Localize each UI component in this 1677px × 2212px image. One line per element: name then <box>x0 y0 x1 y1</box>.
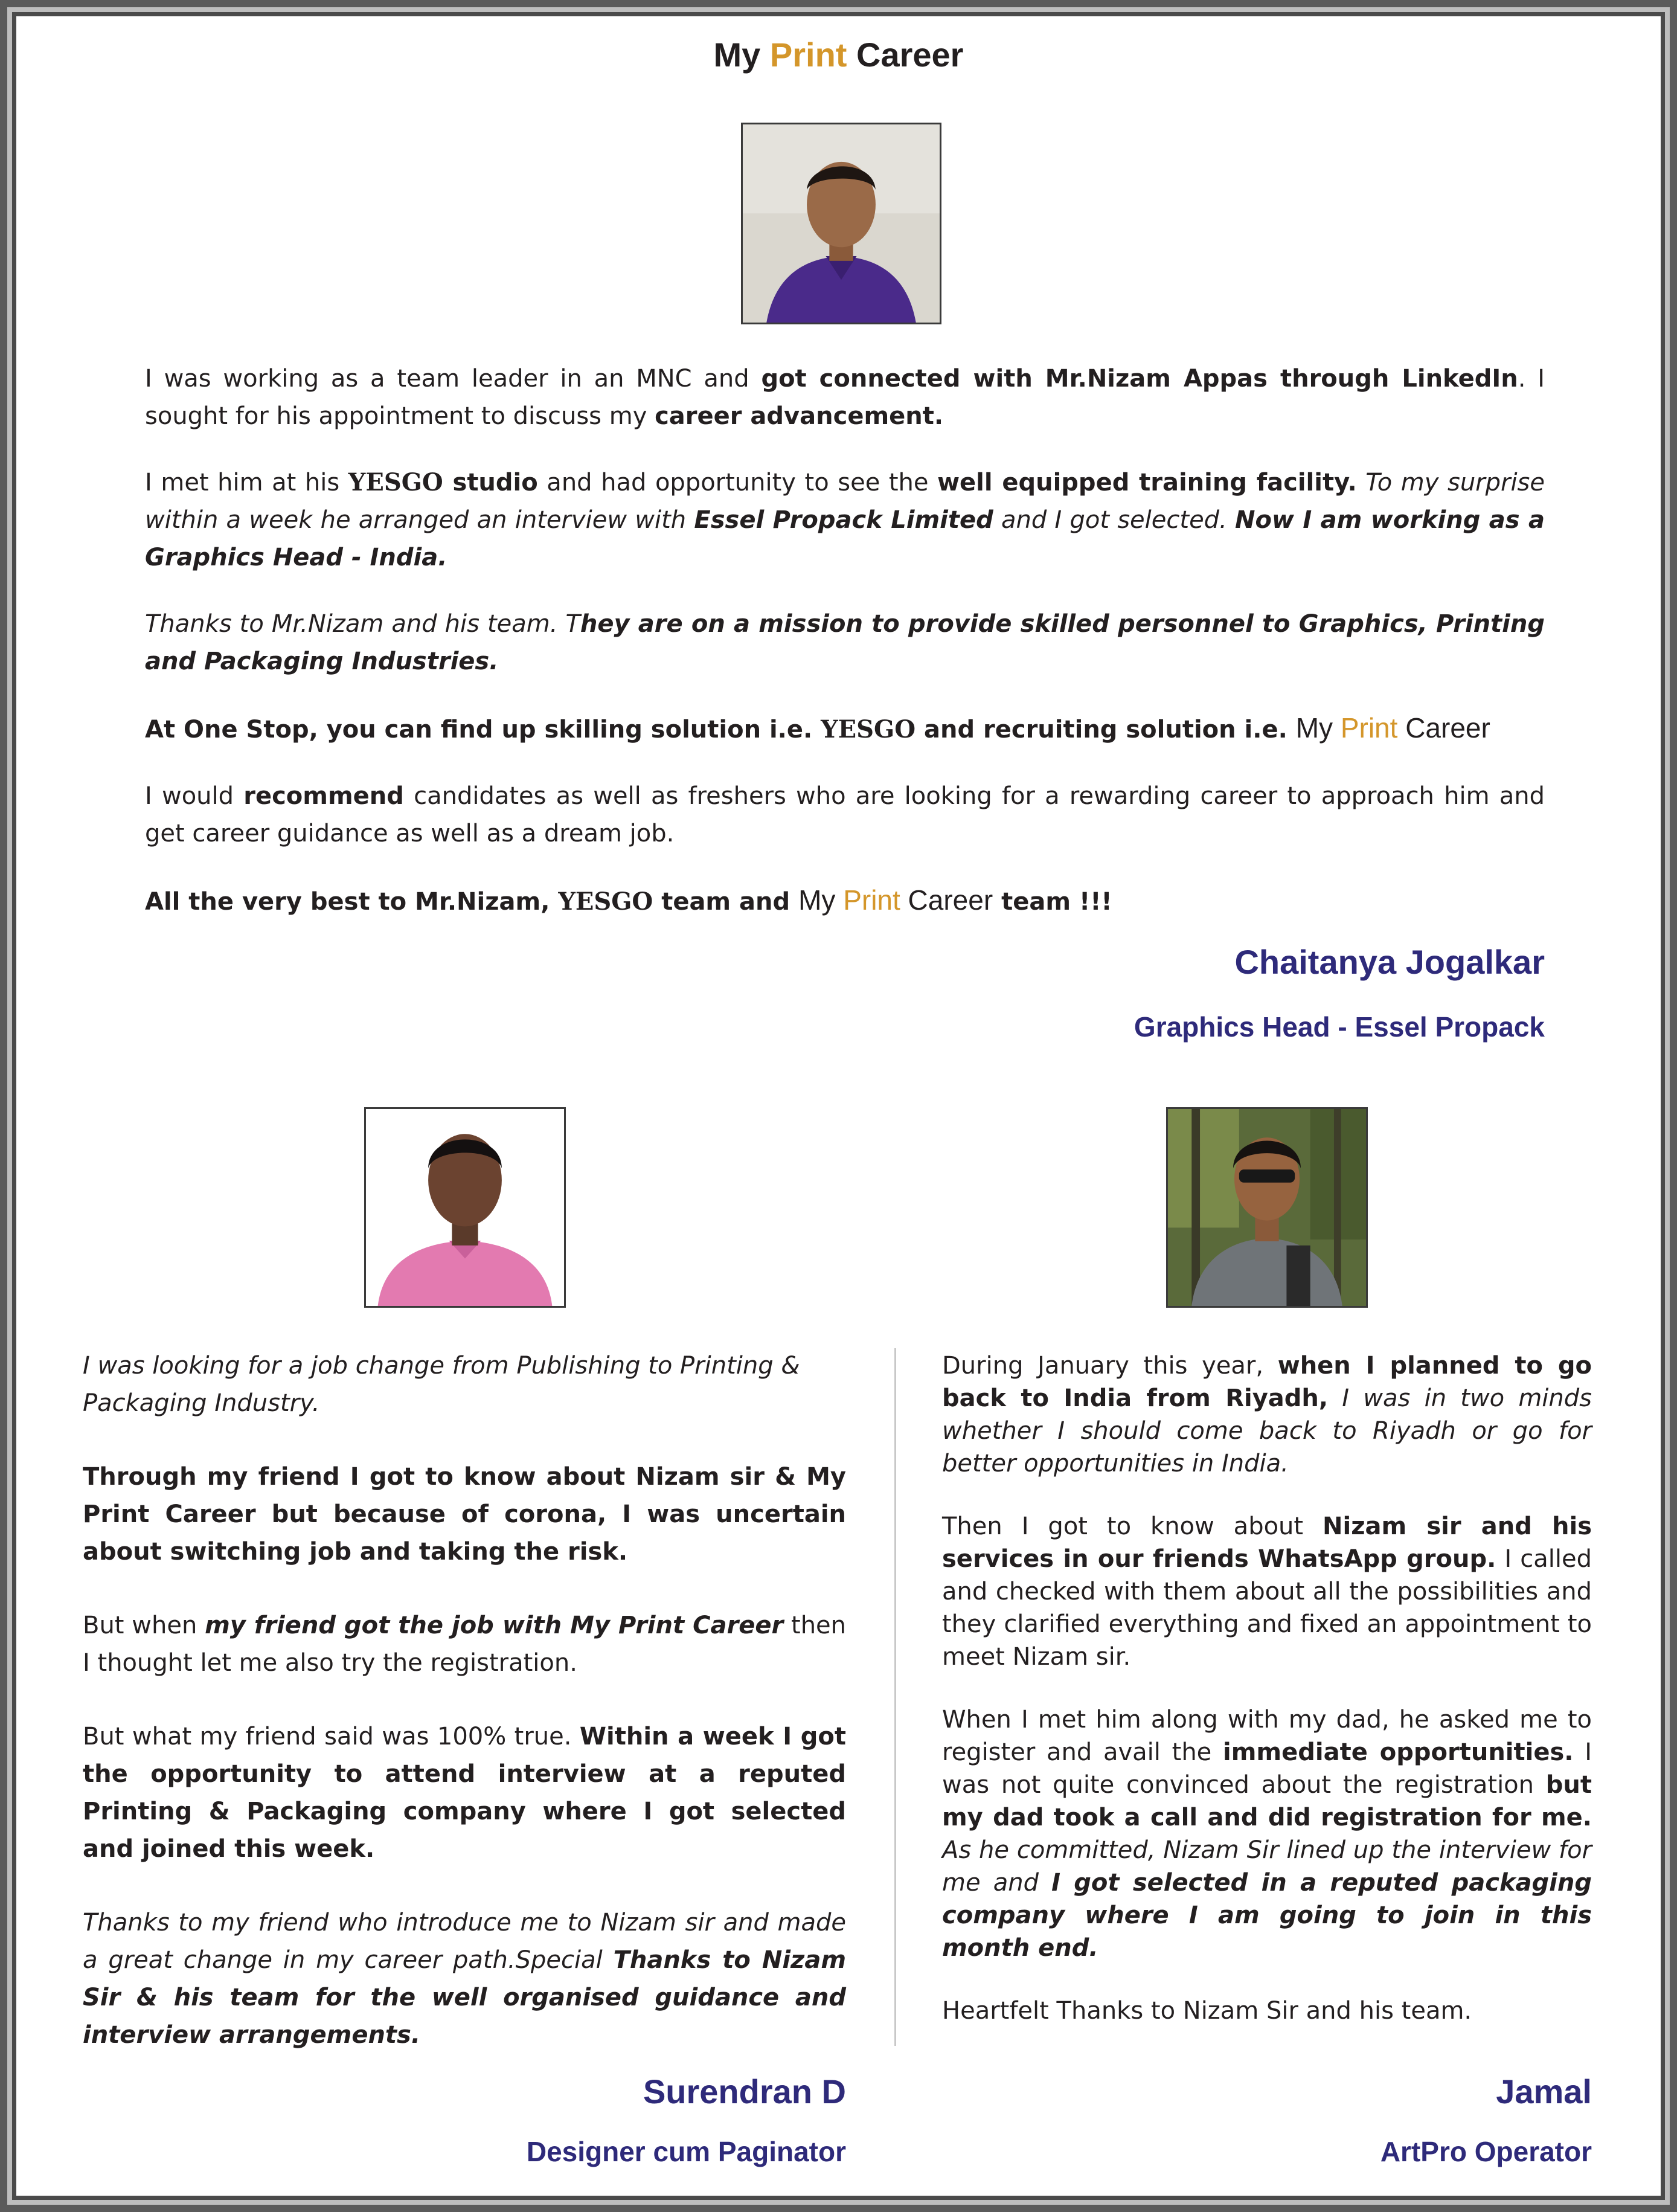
main-paragraph-6: All the very best to Mr.Nizam, YESGO team and My Print Career team !!! <box>145 884 1112 916</box>
page-title <box>0 35 1677 74</box>
main-paragraph-5: I would recommend candidates as well as freshers who are looking for a rewarding career to approach him and get career guidance as well as a dream job. <box>145 782 1545 847</box>
main-testimonial <box>145 360 1545 950</box>
title-print: Print <box>769 36 847 74</box>
right-paragraph-2: Then I got to know about Nizam sir and his services in our friends WhatsApp group. I called and checked with them about all the possibilities and they clarified everything and fixed an appointment to meet Nizam sir. <box>942 1513 1592 1671</box>
main-paragraph-2: I met him at his YESGO studio and had opportunity to see the well equipped training facility. To my surprise within a week he arranged an interview with Essel Propack Limited and I got selected. Now I am working as a Graphics Head - India. <box>145 468 1545 571</box>
right-paragraph-4: Heartfelt Thanks to Nizam Sir and his team. <box>942 1997 1472 2025</box>
left-paragraph-3: But when my friend got the job with My Print Career then I thought let me also try the registration. <box>83 1612 847 1677</box>
portrait-surendran <box>364 1107 566 1308</box>
main-paragraph-4: At One Stop, you can find up skilling solution i.e. YESGO and recruiting solution i.e. My Print Career <box>145 712 1490 744</box>
main-paragraph-3: Thanks to Mr.Nizam and his team. They are on a mission to provide skilled personnel to Graphics, Printing and Packaging Industries. <box>145 610 1545 675</box>
left-paragraph-2: Through my friend I got to know about Nizam sir & My Print Career but because of corona, I was uncertain about switching job and taking the risk. <box>83 1463 846 1566</box>
left-signature-name: Surendran D <box>643 2072 846 2111</box>
portrait-chaitanya <box>741 123 941 324</box>
portrait-jamal <box>1166 1107 1368 1308</box>
left-paragraph-4: But what my friend said was 100% true. Within a week I got the opportunity to attend interview at a reputed Printing & Packaging company where I got selected and joined this week. <box>83 1723 846 1863</box>
title-my: My <box>713 36 761 74</box>
right-paragraph-1: During January this year, when I planned to go back to India from Riyadh, I was in two minds whether I should come back to Riyadh or go for better opportunities in India. <box>942 1352 1592 1477</box>
right-signature-role: ArtPro Operator <box>1380 2136 1592 2167</box>
main-signature-name: Chaitanya Jogalkar <box>1234 943 1545 981</box>
title-career: Career <box>856 36 964 74</box>
main-paragraph-1: I was working as a team leader in an MNC and got connected with Mr.Nizam Appas through LinkedIn. I sought for his appointment to discuss my career advancement. <box>145 365 1545 430</box>
left-paragraph-1: I was looking for a job change from Publishing to Printing & Packaging Industry. <box>83 1352 800 1417</box>
left-paragraph-5: Thanks to my friend who introduce me to Nizam sir and made a great change in my career path.Special Thanks to Nizam Sir & his team for the well organised guidance and interview arrangements. <box>83 1909 846 2049</box>
main-signature-role: Graphics Head - Essel Propack <box>1133 1011 1545 1043</box>
right-signature-name: Jamal <box>1496 2072 1592 2111</box>
left-testimonial <box>83 1347 846 2090</box>
column-divider <box>894 1348 896 2046</box>
right-paragraph-3: When I met him along with my dad, he asked me to register and avail the immediate opportunities. I was not quite convinced about the registration but my dad took a call and did registration for me. As he committed, Nizam Sir lined up the interview for me and I got selected in a reputed packaging company where I am going to join in this month end. <box>942 1706 1592 1962</box>
left-signature-role: Designer cum Paginator <box>526 2136 846 2167</box>
right-testimonial <box>942 1349 1592 2057</box>
